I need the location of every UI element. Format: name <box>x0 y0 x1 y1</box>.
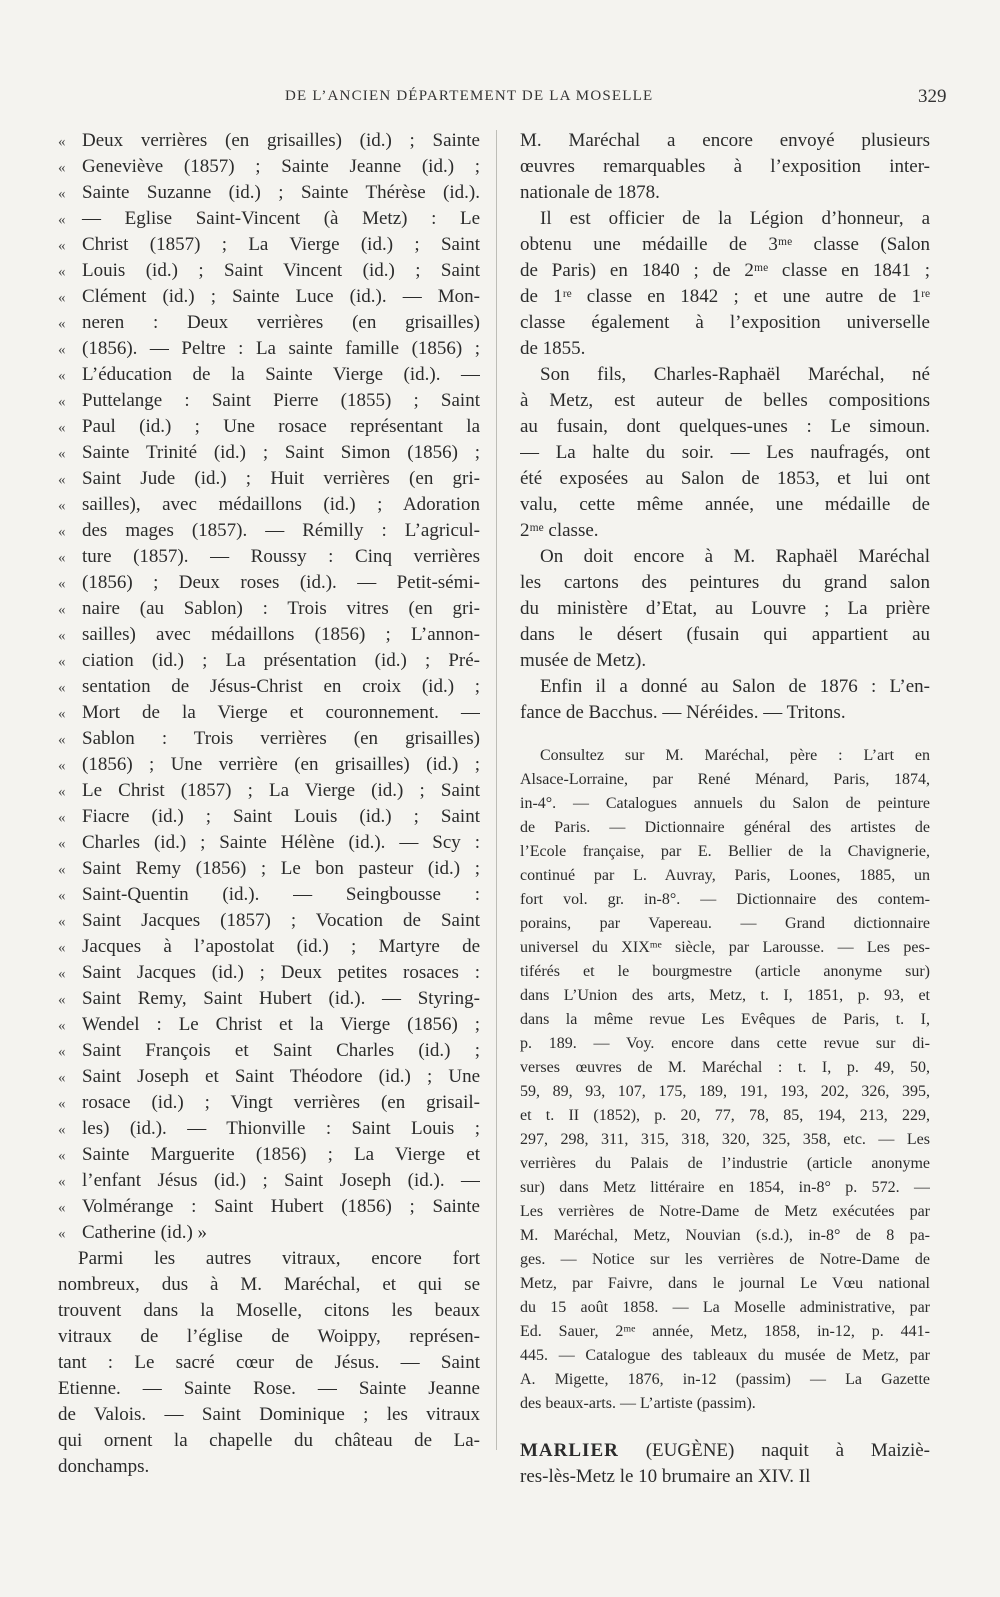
entry-marlier-line-1 <box>520 1438 930 1464</box>
line-text: Wendel : Le Christ et la Vierge (1856) ; <box>82 1014 480 1035</box>
text-line: et t. II (1852), p. 20, 77, 78, 85, 194, 213, 229, <box>520 1107 930 1124</box>
line-text: Deux verrières (en grisailles) (id.) ; Sainte <box>82 130 480 151</box>
text-line <box>58 180 480 206</box>
text-line <box>58 544 480 570</box>
guillemet-mark: « <box>58 680 66 696</box>
text-line <box>58 414 480 440</box>
line-text: Louis (id.) ; Saint Vincent (id.) ; Saint <box>82 260 480 281</box>
text-line <box>58 1142 480 1168</box>
text-line: M. Maréchal, Metz, Nouvian (s.d.), in-8° de 8 pa- <box>520 1227 930 1244</box>
text-line: Son fils, Charles-Raphaël Maréchal, né <box>540 364 930 385</box>
text-line: 445. — Catalogue des tableaux du musée de Metz, par <box>520 1347 930 1364</box>
line-text: Saint Remy, Saint Hubert (id.). — Styring- <box>82 988 480 1009</box>
text-line <box>58 960 480 986</box>
quoted-list-block <box>58 128 480 1246</box>
guillemet-mark: « <box>58 420 66 436</box>
line-text: Saint Joseph et Saint Théodore (id.) ; Une <box>82 1066 480 1087</box>
text-line <box>58 232 480 258</box>
guillemet-mark: « <box>58 134 66 150</box>
line-text: Sainte Suzanne (id.) ; Sainte Thérèse (id.). <box>82 182 480 203</box>
line-text: les) (id.). — Thionville : Saint Louis ; <box>82 1118 480 1139</box>
text-line: 2ᵐᵉ classe. <box>520 520 599 541</box>
text-line <box>58 1064 480 1090</box>
guillemet-mark: « <box>58 1200 66 1216</box>
text-line: universel du XIXᵐᵉ siècle, par Larousse. — Les pes- <box>520 939 930 956</box>
guillemet-mark: « <box>58 602 66 618</box>
line-text: Saint Jacques (id.) ; Deux petites rosaces : <box>82 962 480 983</box>
text-line <box>58 778 480 804</box>
text-line <box>58 336 480 362</box>
text-line: obtenu une médaille de 3ᵐᵉ classe (Salon <box>520 234 930 255</box>
guillemet-mark: « <box>58 212 66 228</box>
text-line <box>58 466 480 492</box>
text-line: fance de Bacchus. — Néréides. — Tritons. <box>520 702 846 723</box>
line-text: sailles) avec médaillons (1856) ; L’annon- <box>82 624 480 645</box>
line-text: naire (au Sablon) : Trois vitres (en gri- <box>82 598 480 619</box>
text-line <box>58 1090 480 1116</box>
text-line <box>58 934 480 960</box>
text-line: Il est officier de la Légion d’honneur, a <box>540 208 930 229</box>
guillemet-mark: « <box>58 1096 66 1112</box>
guillemet-mark: « <box>58 914 66 930</box>
running-head: DE L’ANCIEN DÉPARTEMENT DE LA MOSELLE <box>285 88 654 104</box>
line-text: sailles), avec médaillons (id.) ; Adoration <box>82 494 480 515</box>
text-line: trouvent dans la Moselle, citons les beaux <box>58 1300 480 1321</box>
text-line: nombreux, dus à M. Maréchal, et qui se <box>58 1274 480 1295</box>
guillemet-mark: « <box>58 368 66 384</box>
text-line <box>58 986 480 1012</box>
text-line: qui ornent la chapelle du château de La- <box>58 1430 480 1451</box>
text-line <box>58 726 480 752</box>
text-line <box>58 440 480 466</box>
guillemet-mark: « <box>58 836 66 852</box>
text-line: 59, 89, 93, 107, 175, 189, 191, 193, 202, 326, 395, <box>520 1083 930 1100</box>
text-line <box>58 388 480 414</box>
guillemet-mark: « <box>58 628 66 644</box>
text-line: été exposées au Salon de 1853, et lui ont <box>520 468 930 489</box>
text-line: porains, par Vapereau. — Grand dictionnaire <box>520 915 930 932</box>
line-text: Saint Jude (id.) ; Huit verrières (en gri- <box>82 468 480 489</box>
text-line: œuvres remarquables à l’exposition inter- <box>520 156 930 177</box>
line-text: Sainte Marguerite (1856) ; La Vierge et <box>82 1144 480 1165</box>
text-line: des beaux-arts. — L’artiste (passim). <box>520 1395 756 1412</box>
line-text: Catherine (id.) » <box>82 1222 208 1243</box>
column-divider <box>496 130 497 1450</box>
line-text: neren : Deux verrières (en grisailles) <box>82 312 480 333</box>
text-line <box>58 154 480 180</box>
text-line <box>58 570 480 596</box>
right-column <box>520 128 930 1490</box>
guillemet-mark: « <box>58 862 66 878</box>
text-line <box>58 1038 480 1064</box>
text-line: de Paris. — Dictionnaire général des artistes de <box>520 819 930 836</box>
line-text: Jacques à l’apostolat (id.) ; Martyre de <box>82 936 480 957</box>
guillemet-mark: « <box>58 1226 66 1242</box>
text-line: — La halte du soir. — Les naufragés, ont <box>520 442 930 463</box>
text-line: On doit encore à M. Raphaël Maréchal <box>540 546 930 567</box>
text-line <box>58 206 480 232</box>
footnote-references <box>520 744 930 1416</box>
text-line <box>58 596 480 622</box>
guillemet-mark: « <box>58 550 66 566</box>
line-text: Saint François et Saint Charles (id.) ; <box>82 1040 480 1061</box>
text-line: 297, 298, 311, 315, 318, 320, 325, 358, etc. — Les <box>520 1131 930 1148</box>
guillemet-mark: « <box>58 186 66 202</box>
line-text: ciation (id.) ; La présentation (id.) ; Pré- <box>82 650 480 671</box>
text-line: sur) dans Metz littéraire en 1854, in-8° p. 572. — <box>520 1179 930 1196</box>
guillemet-mark: « <box>58 784 66 800</box>
left-column <box>58 128 480 1480</box>
line-text: Charles (id.) ; Sainte Hélène (id.). — Scy : <box>82 832 480 853</box>
text-line: de 1ʳᵉ classe en 1842 ; et une autre de 1ʳᵉ <box>520 286 930 307</box>
body-text-block <box>520 128 930 726</box>
text-line <box>58 284 480 310</box>
text-line: continué par L. Auvray, Paris, Loones, 1885, un <box>520 867 930 884</box>
guillemet-mark: « <box>58 264 66 280</box>
text-line: Etienne. — Sainte Rose. — Sainte Jeanne <box>58 1378 480 1399</box>
text-line: à Metz, est auteur de belles compositions <box>520 390 930 411</box>
text-line <box>58 856 480 882</box>
guillemet-mark: « <box>58 966 66 982</box>
text-line <box>58 310 480 336</box>
text-line <box>58 908 480 934</box>
text-line: vitraux de l’église de Woippy, représen- <box>58 1326 480 1347</box>
text-line <box>58 362 480 388</box>
text-line: Ed. Sauer, 2ᵐᵉ année, Metz, 1858, in-12, p. 441- <box>520 1323 930 1340</box>
entry-surname: MARLIER <box>520 1440 619 1461</box>
line-text: rosace (id.) ; Vingt verrières (en grisail- <box>82 1092 480 1113</box>
text-line: verses œuvres de M. Maréchal : t. I, p. 49, 50, <box>520 1059 930 1076</box>
guillemet-mark: « <box>58 1148 66 1164</box>
text-line: l’Ecole française, par E. Bellier de la Chavignerie, <box>520 843 930 860</box>
text-line: valu, cette même année, une médaille de <box>520 494 930 515</box>
line-text: Fiacre (id.) ; Saint Louis (id.) ; Saint <box>82 806 480 827</box>
guillemet-mark: « <box>58 1070 66 1086</box>
text-line: musée de Metz). <box>520 650 647 671</box>
guillemet-mark: « <box>58 940 66 956</box>
text-line <box>58 1168 480 1194</box>
line-text: l’enfant Jésus (id.) ; Saint Joseph (id.). — <box>82 1170 480 1191</box>
text-line: tant : Le sacré cœur de Jésus. — Saint <box>58 1352 480 1373</box>
text-line: de Valois. — Saint Dominique ; les vitraux <box>58 1404 480 1425</box>
text-line: Alsace-Lorraine, par René Ménard, Paris, 1874, <box>520 771 930 788</box>
text-line: dans L’Union des arts, Metz, t. I, 1851, p. 93, et <box>520 987 930 1004</box>
text-line: fort vol. gr. in-8°. — Dictionnaire des contem- <box>520 891 930 908</box>
text-line: in-4°. — Catalogues annuels du Salon de peinture <box>520 795 930 812</box>
line-text: Sablon : Trois verrières (en grisailles) <box>82 728 480 749</box>
text-line: Enfin il a donné au Salon de 1876 : L’en- <box>540 676 930 697</box>
text-line: de Paris) en 1840 ; de 2ᵐᵉ classe en 1841 ; <box>520 260 930 281</box>
text-line: de 1855. <box>520 338 586 359</box>
line-text: Saint-Quentin (id.). — Seingbousse : <box>82 884 480 905</box>
page-number: 329 <box>918 86 947 107</box>
line-text: des mages (1857). — Rémilly : L’agricul- <box>82 520 480 541</box>
text-line <box>58 518 480 544</box>
text-line: du 15 août 1858. — La Moselle administrative, par <box>520 1299 930 1316</box>
line-text: Sainte Trinité (id.) ; Saint Simon (1856) ; <box>82 442 480 463</box>
text-line <box>58 700 480 726</box>
guillemet-mark: « <box>58 992 66 1008</box>
text-line: nationale de 1878. <box>520 182 660 203</box>
line-text: (1856). — Peltre : La sainte famille (1856) ; <box>82 338 480 359</box>
text-line: du ministère d’Etat, au Louvre ; La prière <box>520 598 930 619</box>
guillemet-mark: « <box>58 290 66 306</box>
text-line <box>58 804 480 830</box>
line-text: (1856) ; Une verrière (en grisailles) (id.) ; <box>82 754 480 775</box>
line-text: Paul (id.) ; Une rosace représentant la <box>82 416 480 437</box>
guillemet-mark: « <box>58 576 66 592</box>
text-line <box>58 1116 480 1142</box>
guillemet-mark: « <box>58 160 66 176</box>
guillemet-mark: « <box>58 316 66 332</box>
text-line <box>58 830 480 856</box>
text-line: classe également à l’exposition universelle <box>520 312 930 333</box>
text-line: Metz, par Faivre, dans le journal Le Vœu national <box>520 1275 930 1292</box>
text-line <box>58 1012 480 1038</box>
text-line <box>58 492 480 518</box>
line-text: Puttelange : Saint Pierre (1855) ; Saint <box>82 390 480 411</box>
paragraph-other-windows <box>58 1246 480 1480</box>
text-line <box>58 752 480 778</box>
guillemet-mark: « <box>58 1174 66 1190</box>
text-line: p. 189. — Voy. encore dans cette revue sur di- <box>520 1035 930 1052</box>
guillemet-mark: « <box>58 654 66 670</box>
guillemet-mark: « <box>58 732 66 748</box>
guillemet-mark: « <box>58 888 66 904</box>
text-line: donchamps. <box>58 1456 150 1477</box>
text-line: tiférés et le bourgmestre (article anonyme sur) <box>520 963 930 980</box>
guillemet-mark: « <box>58 446 66 462</box>
guillemet-mark: « <box>58 342 66 358</box>
line-text: Clément (id.) ; Sainte Luce (id.). — Mon- <box>82 286 480 307</box>
line-text: Mort de la Vierge et couronnement. — <box>82 702 480 723</box>
line-text: ture (1857). — Roussy : Cinq verrières <box>82 546 480 567</box>
text-line: dans la même revue Les Evêques de Paris, t. I, <box>520 1011 930 1028</box>
guillemet-mark: « <box>58 498 66 514</box>
text-line: M. Maréchal a encore envoyé plusieurs <box>520 130 930 151</box>
text-line: les cartons des peintures du grand salon <box>520 572 930 593</box>
line-text: Christ (1857) ; La Vierge (id.) ; Saint <box>82 234 480 255</box>
line-text: (1856) ; Deux roses (id.). — Petit-sémi- <box>82 572 480 593</box>
text-line: ges. — Notice sur les verrières de Notre-Dame de <box>520 1251 930 1268</box>
entry-heading-rest: (EUGÈNE) naquit à Maiziè- <box>618 1440 930 1461</box>
guillemet-mark: « <box>58 1122 66 1138</box>
line-text: — Eglise Saint-Vincent (à Metz) : Le <box>82 208 480 229</box>
text-line: Consultez sur M. Maréchal, père : L’art en <box>540 747 930 764</box>
text-line <box>58 622 480 648</box>
text-line <box>58 258 480 284</box>
guillemet-mark: « <box>58 1018 66 1034</box>
guillemet-mark: « <box>58 1044 66 1060</box>
text-line: dans le désert (fusain qui appartient au <box>520 624 930 645</box>
guillemet-mark: « <box>58 524 66 540</box>
guillemet-mark: « <box>58 472 66 488</box>
text-line <box>58 648 480 674</box>
text-line: Les verrières de Notre-Dame de Metz exécutées par <box>520 1203 930 1220</box>
text-line <box>58 674 480 700</box>
line-text: sentation de Jésus-Christ en croix (id.) ; <box>82 676 480 697</box>
guillemet-mark: « <box>58 758 66 774</box>
text-line <box>58 128 480 154</box>
text-line: au fusain, dont quelques-unes : Le simoun. <box>520 416 930 437</box>
text-line: verrières du Palais de l’industrie (article anonyme <box>520 1155 930 1172</box>
guillemet-mark: « <box>58 706 66 722</box>
line-text: Volmérange : Saint Hubert (1856) ; Sainte <box>82 1196 480 1217</box>
text-line <box>58 882 480 908</box>
line-text: Le Christ (1857) ; La Vierge (id.) ; Saint <box>82 780 480 801</box>
line-text: Saint Jacques (1857) ; Vocation de Saint <box>82 910 480 931</box>
guillemet-mark: « <box>58 810 66 826</box>
guillemet-mark: « <box>58 238 66 254</box>
line-text: L’éducation de la Sainte Vierge (id.). — <box>82 364 480 385</box>
entry-marlier-line-2: res-lès-Metz le 10 brumaire an XIV. Il <box>520 1466 811 1487</box>
guillemet-mark: « <box>58 394 66 410</box>
text-line <box>58 1220 480 1246</box>
line-text: Saint Remy (1856) ; Le bon pasteur (id.) ; <box>82 858 480 879</box>
text-line: Parmi les autres vitraux, encore fort <box>78 1248 480 1269</box>
line-text: Geneviève (1857) ; Sainte Jeanne (id.) ; <box>82 156 480 177</box>
text-line: A. Migette, 1876, in-12 (passim) — La Gazette <box>520 1371 930 1388</box>
text-line <box>58 1194 480 1220</box>
